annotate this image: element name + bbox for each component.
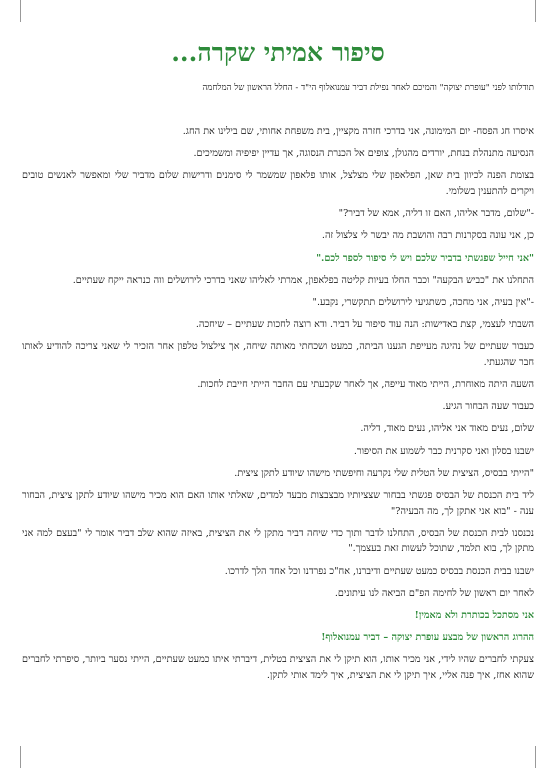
- highlight-heading: אני מסתכל בכותרת ולא מאמין!: [414, 609, 534, 621]
- crop-mark: [535, 0, 536, 22]
- paragraph: "הייתי בבסיס, הציצית של הטלית שלי נקרעה וחיפשתי מישהו שיודע לתקן ציצית.: [234, 467, 534, 479]
- paragraph: כעבור שעה הבחור הגיע.: [442, 401, 534, 413]
- paragraph: השעה היתה מאוחרת, הייתי מאוד עייפה, אך לאחר שקבעתי עם החבר הייתי חייבת לחכות.: [197, 379, 534, 391]
- paragraph: ישבנו בבית הכנסת בבסיס כמעט שעתיים ודיברנו, אח"כ נפרדנו וכל אחד הלך לדרכו.: [224, 565, 534, 577]
- paragraph: ישבנו בסלון ואני סקרנית כבר לשמוע את הסיפור.: [353, 445, 534, 457]
- paragraph: צעקתי לחברים שהיו לידי, אני מכיר אותו, הוא תיקן לי את הציצית בטלית, דיברתי איתו כמעט שעתיים, הייתי נסער ביותר, סיפרתי לחברים שהוא אחז, איך פנה אליי, איך תיקן לי את הציצית, איך לימד אותי לתקן.: [22, 654, 534, 681]
- highlight-quote: "אני חייל שפגשתי בדביר שלכם ויש לי סיפור לספר לכם.": [316, 252, 534, 264]
- paragraph: -"אין בעיה, אני מחכה, כשתגיעי לירושלים תתקשרי, נקבע.": [312, 296, 534, 308]
- highlight-heading: ההרוג הראשון של מבצע עופרת יצוקה – דביר עמנואלוף!: [321, 632, 534, 644]
- paragraph: התחלנו את "כביש הבקעה" וכבר החלו בעיות קליטה בפלאפון, אמרתי לאליהו שאני בדרכי לירושלים ווה כנראה ייקח שעתיים.: [72, 274, 534, 286]
- paragraph: -"שלום, מדבר אליהו, האם זו דליה, אמא של דביר?": [338, 208, 534, 220]
- article-body: [22, 124, 534, 690]
- paragraph: נכנסנו לבית הכנסת של הבסיס, התחלנו לדבר ותוך כדי שיחה דביר מתקן לי את הציצית, באיזה שהוא שלב דביר אומר לי "בעצם למה אני מתקן לך, בוא תלמד, שתוכל לעשות זאת בעצמך.": [22, 527, 534, 555]
- crop-mark: [535, 746, 536, 768]
- paragraph: ליד בית הכנסת של הבסיס פגשתי בבחור שצציותיו מבצבצות מבעד למדים, שאלתי אותו האם הוא מכיר מישהו שיודע לתקן ציצית, הבחור ענה - "בוא אני אתקן לך, מה הבעיה?": [22, 490, 534, 517]
- page-title: סיפור אמיתי שקרה...: [171, 38, 385, 67]
- crop-mark: [20, 0, 21, 22]
- page-subtitle: תודלותו לפני "עופרת יצוקה" והמיכם לאחר נפילת דביר עמנואלוף הי"ד - החלל הראשון של המלחמה: [202, 83, 534, 93]
- paragraph: שלום, נעים מאוד אני אליהו, נעים מאוד, דליה.: [360, 423, 534, 435]
- paragraph: הנסיעה מתנהלת בנחת, יורדים מהגולן, צופים אל הכנרת הנסוגה, אך עדיין יפיפיה ומשמיכים.: [193, 148, 534, 160]
- paragraph: כעבור שעתיים של נהיגה מעייפת הגענו הביתה, כמעט ושכחתי מאותה שיחה, אך צילצול טלפון אחר הזכיר לי שאני צריכה להודיע לאותו חבר שהגעתי.: [22, 341, 534, 368]
- paragraph: בצומת הפנה לכיוון בית שאן, הפלאפון שלי מצלצל, אותו פלאפון שמשמר לי סימנים ודרישות שלום מדביר שלי ומאפשר לאנשים טובים ויקרים להתענין בשלומי.: [22, 170, 534, 197]
- paragraph: כן, אני עונה בסקרנות רבה והושבת מה יבשר לי צלצול זה.: [321, 230, 534, 242]
- crop-mark: [20, 746, 21, 768]
- paragraph: השבתי לעצמי, קצת באדישות: הנה עוד סיפור על דביר. ודא רוצה לחכות שעתיים – שיחכה.: [195, 319, 534, 331]
- paragraph: איסרו חג הפסח- יום המימונה, אני בדרכי חזרה מקציין, בית משפחת אחותי, שם בילינו את החג.: [182, 126, 534, 137]
- paragraph: לאחר יום ראשון של לחימה הפ"ם הביאה לנו עיתונים.: [334, 587, 534, 599]
